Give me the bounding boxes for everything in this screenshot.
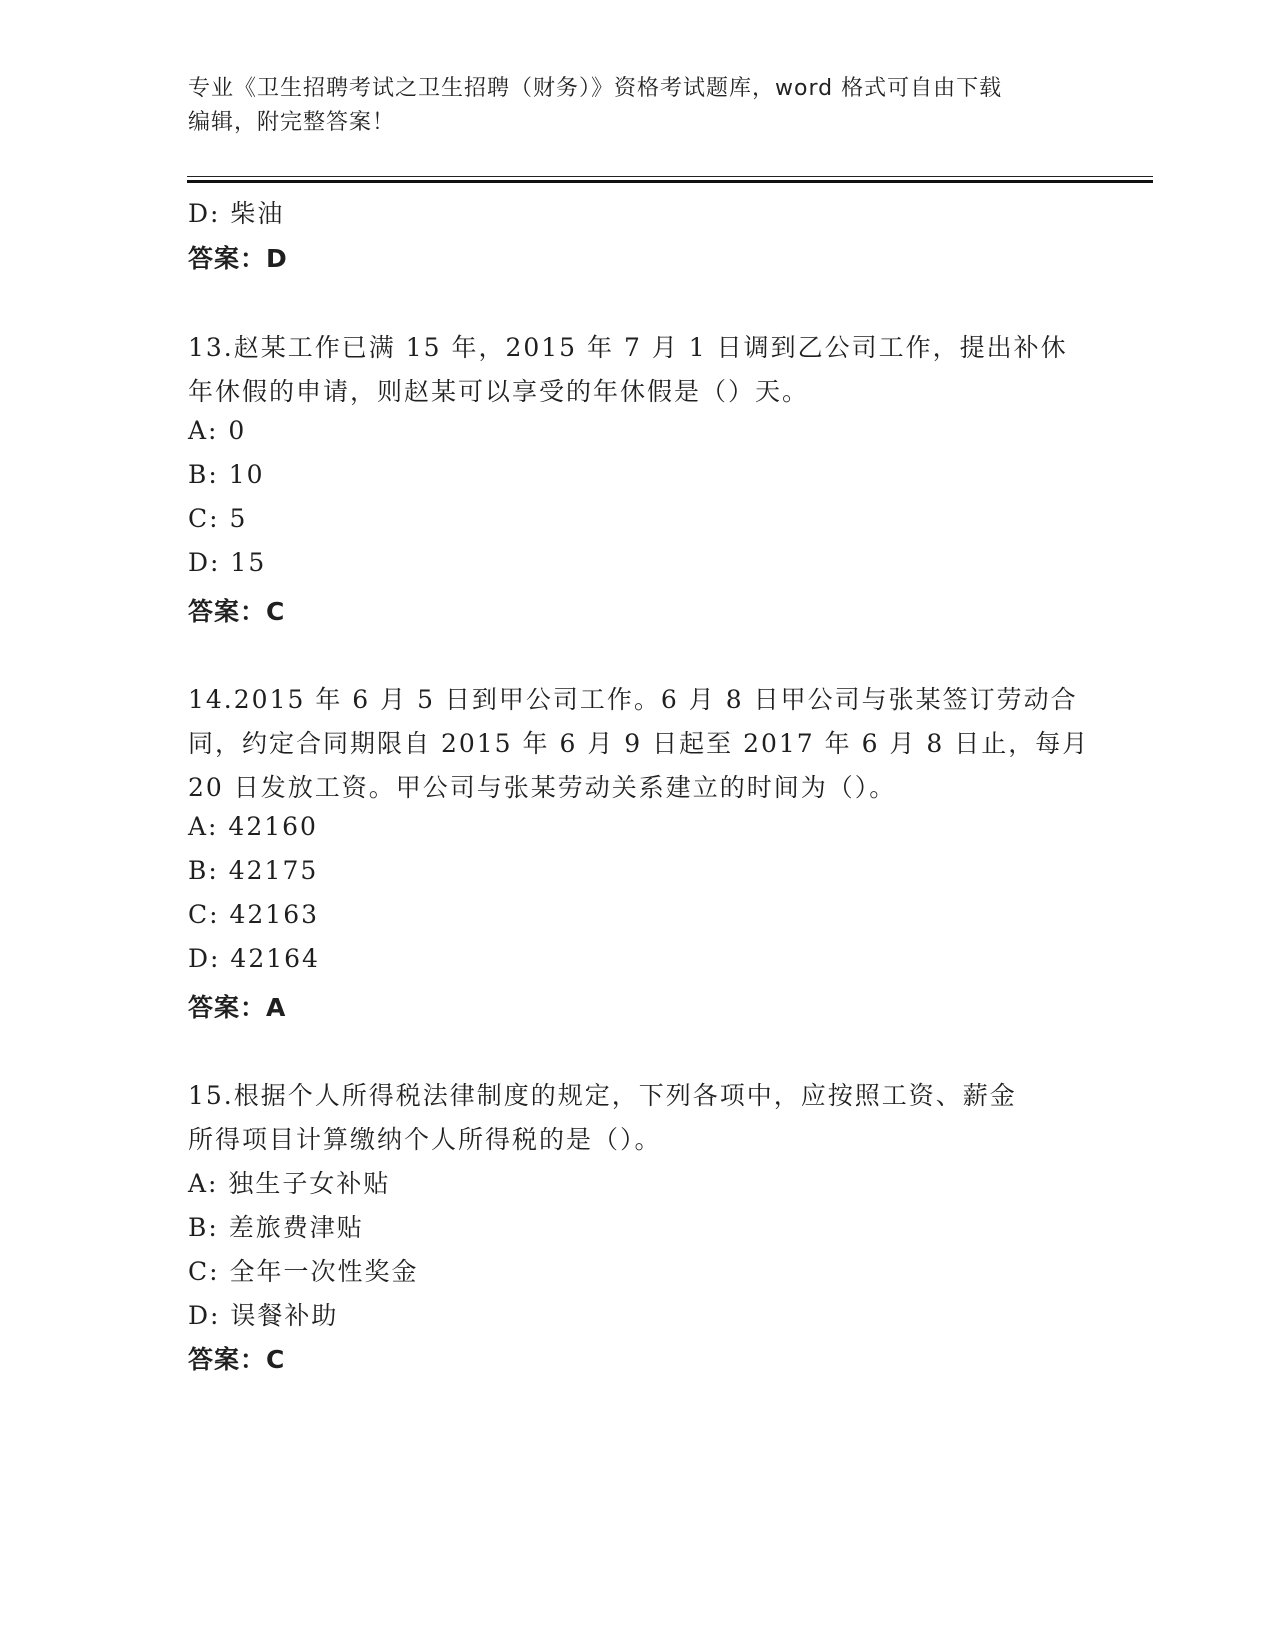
q14-stem-line-3: 20 日发放工资。甲公司与张某劳动关系建立的时间为（）。 xyxy=(188,773,897,802)
q15-option-d: D: 误餐补助 xyxy=(188,1301,339,1330)
document-header xyxy=(188,72,1068,140)
q14-option-a: A: 42160 xyxy=(188,812,318,841)
q15-stem-line-2: 所得项目计算缴纳个人所得税的是（）。 xyxy=(188,1125,662,1154)
q14-stem-line-1: 14.2015 年 6 月 5 日到甲公司工作。6 月 8 日甲公司与张某签订劳动合 xyxy=(188,685,1078,714)
q15-stem-line-1: 15.根据个人所得税法律制度的规定，下列各项中，应按照工资、薪金 xyxy=(188,1081,1017,1110)
q15-answer: 答案：C xyxy=(188,1345,286,1374)
header-title-line-1: 专业《卫生招聘考试之卫生招聘（财务）》资格考试题库，word 格式可自由下载 xyxy=(188,76,1003,101)
prev-option-d: D: 柴油 xyxy=(188,199,285,228)
header-title-line-2: 编辑，附完整答案！ xyxy=(188,110,396,135)
q14-option-d: D: 42164 xyxy=(188,944,320,973)
q13-answer: 答案：C xyxy=(188,597,286,626)
q13-stem-line-1: 13.赵某工作已满 15 年，2015 年 7 月 1 日调到乙公司工作，提出补休 xyxy=(188,333,1068,362)
q13-option-a: A: 0 xyxy=(188,416,247,445)
q13-option-d: D: 15 xyxy=(188,548,267,577)
header-divider-thick xyxy=(187,180,1153,183)
q14-answer: 答案：A xyxy=(188,993,287,1022)
q14-option-b: B: 42175 xyxy=(188,856,319,885)
q13-stem-line-2: 年休假的申请，则赵某可以享受的年休假是（）天。 xyxy=(188,377,810,406)
q15-option-b: B: 差旅费津贴 xyxy=(188,1213,364,1242)
q15-option-a: A: 独生子女补贴 xyxy=(188,1169,391,1198)
q15-option-c: C: 全年一次性奖金 xyxy=(188,1257,419,1286)
q13-option-c: C: 5 xyxy=(188,504,248,533)
prev-answer: 答案：D xyxy=(188,244,288,273)
header-divider-thin xyxy=(187,176,1153,177)
q13-option-b: B: 10 xyxy=(188,460,265,489)
q14-option-c: C: 42163 xyxy=(188,900,320,929)
q14-stem-line-2: 同，约定合同期限自 2015 年 6 月 9 日起至 2017 年 6 月 8 日止，每月 xyxy=(188,729,1090,758)
